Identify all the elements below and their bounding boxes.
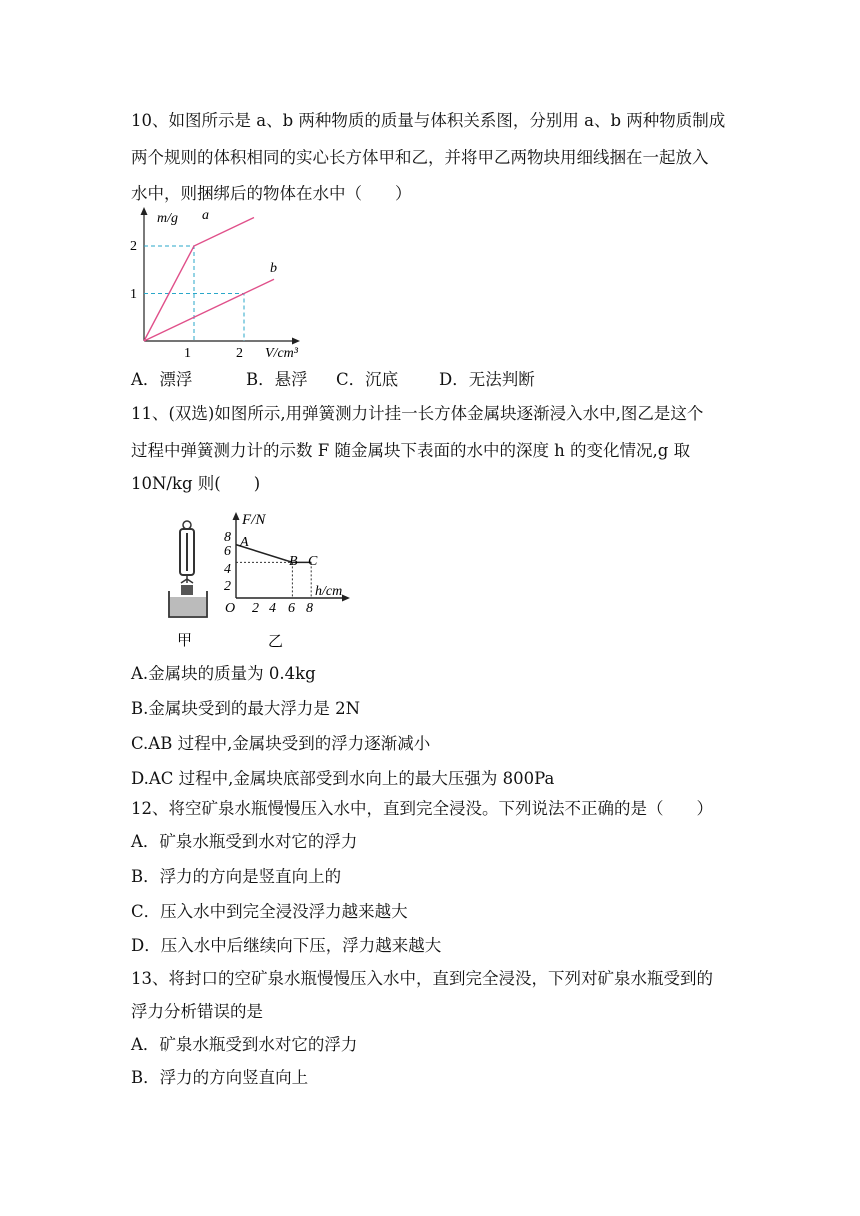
q11-ytick-6: 6 (224, 544, 231, 559)
q10-label-a: a (202, 208, 209, 223)
q13-option-b: B．浮力的方向竖直向上 (131, 1068, 309, 1087)
q11-ytick-2: 2 (224, 579, 231, 594)
q11-stem-line3: 10N/kg 则( ) (131, 474, 261, 493)
q11-xlabel: h/cm (315, 584, 343, 599)
q11-force-depth-chart (222, 508, 352, 648)
q10-xlabel: V/cm³ (265, 346, 298, 361)
q10-xtick-1: 1 (184, 346, 191, 361)
q10-series-b (144, 279, 274, 341)
q10-stem-line1: 10、如图所示是 a、b 两种物质的质量与体积关系图，分别用 a、b 两种物质制成 (131, 111, 726, 130)
q11-y-arrow (233, 512, 240, 520)
q11-spring-scale-figure (163, 517, 213, 657)
q10-xtick-2: 2 (236, 346, 243, 361)
q11-option-b: B.金属块受到的最大浮力是 2N (131, 699, 361, 718)
q10-ylabel: m/g (157, 211, 178, 226)
q11-stem-line2: 过程中弹簧测力计的示数 F 随金属块下表面的水中的深度 h 的变化情况,g 取 (131, 441, 691, 460)
q10-mass-volume-chart (124, 205, 324, 361)
q11-xtick-2: 2 (252, 601, 259, 616)
q11-point-b: B (289, 554, 298, 569)
q10-option-c: C．沉底 (336, 370, 399, 389)
q10-x-arrow (292, 338, 300, 345)
q10-option-b: B．悬浮 (246, 370, 308, 389)
q12-option-a: A．矿泉水瓶受到水对它的浮力 (131, 832, 358, 851)
q10-stem-line3: 水中，则捆绑后的物体在水中（ ） (131, 184, 412, 203)
q10-y-arrow (141, 207, 148, 215)
q13-stem-line1: 13、将封口的空矿泉水瓶慢慢压入水中，直到完全浸没，下列对矿泉水瓶受到的 (131, 969, 713, 988)
q10-stem-line2: 两个规则的体积相同的实心长方体甲和乙，并将甲乙两物块用细线捆在一起放入 (131, 148, 709, 167)
q11-xtick-6: 6 (288, 601, 295, 616)
q11-ylabel: F/N (242, 512, 266, 528)
q11-point-c: C (308, 554, 318, 569)
q11-xtick-4: 4 (269, 601, 276, 616)
q10-ytick-1: 1 (130, 287, 137, 302)
q10-option-a: A．漂浮 (131, 370, 193, 389)
q13-option-a: A．矿泉水瓶受到水对它的浮力 (131, 1035, 358, 1054)
q11-option-c: C.AB 过程中,金属块受到的浮力逐渐减小 (131, 734, 431, 753)
q10-ytick-2: 2 (130, 239, 137, 254)
q10-label-b: b (270, 261, 277, 276)
q12-option-d: D．压入水中后继续向下压，浮力越来越大 (131, 936, 442, 955)
q11-ytick-4: 4 (224, 562, 231, 577)
q12-stem: 12、将空矿泉水瓶慢慢压入水中，直到完全浸没。下列说法不正确的是（ ） (131, 799, 713, 818)
fig-jia-label: 甲 (177, 633, 193, 649)
q11-ytick-8: 8 (224, 530, 231, 545)
q10-option-d: D．无法判断 (439, 370, 535, 389)
q11-stem-line1: 11、(双选)如图所示,用弹簧测力计挂一长方体金属块逐渐浸入水中,图乙是这个 (131, 404, 704, 423)
q12-option-c: C．压入水中到完全浸没浮力越来越大 (131, 902, 408, 921)
q11-xtick-8: 8 (306, 601, 313, 616)
q11-option-d: D.AC 过程中,金属块底部受到水向上的最大压强为 800Pa (131, 769, 555, 788)
q11-point-a: A (240, 535, 249, 550)
q12-option-b: B．浮力的方向是竖直向上的 (131, 867, 342, 886)
q10-series-a (144, 218, 254, 342)
metal-block (181, 585, 193, 595)
spring-scale-ring (183, 521, 191, 529)
q13-stem-line2: 浮力分析错误的是 (131, 1002, 263, 1021)
q11-option-a: A.金属块的质量为 0.4kg (131, 664, 316, 683)
q11-x-arrow (342, 595, 350, 602)
fig-yi-label: 乙 (268, 634, 284, 648)
q11-origin: O (225, 601, 236, 616)
water (170, 597, 206, 616)
